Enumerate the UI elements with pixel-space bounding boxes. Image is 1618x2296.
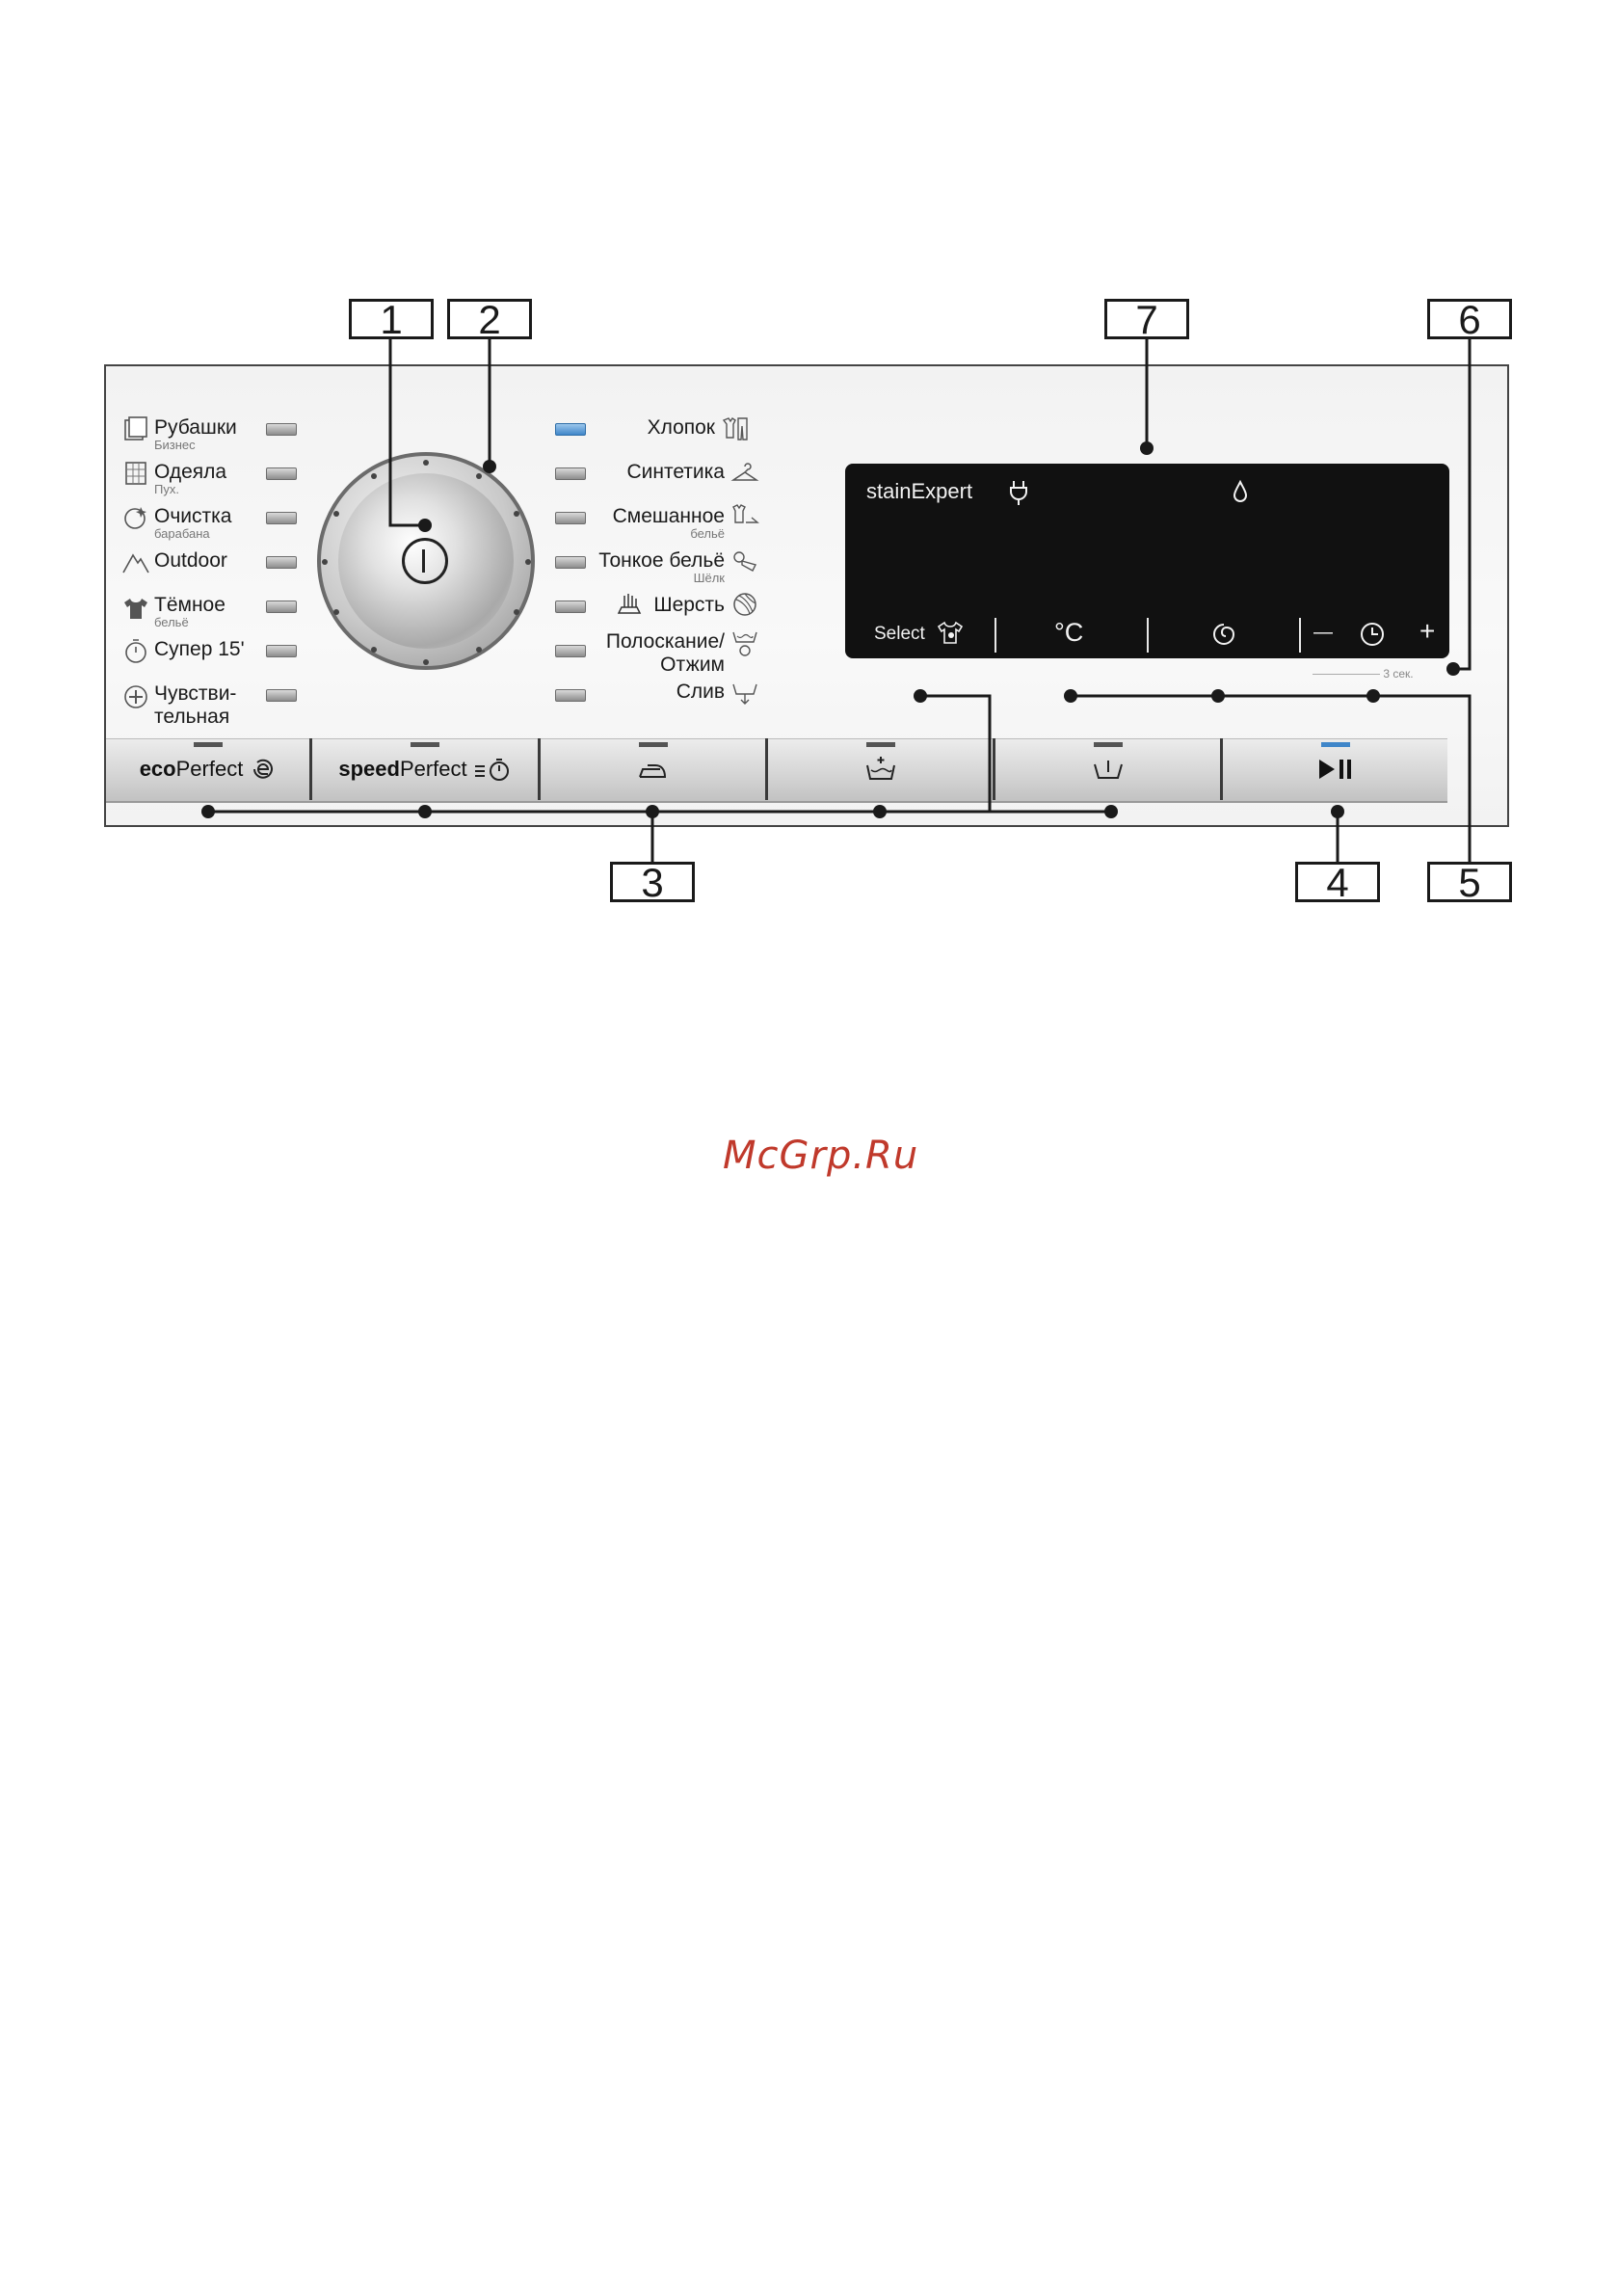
program-label: Хлопок bbox=[647, 416, 715, 439]
plus-button[interactable]: + bbox=[1419, 616, 1436, 646]
program-label: Тонкое бельё bbox=[598, 549, 725, 572]
leader-6 bbox=[1453, 339, 1470, 669]
callout-5: 5 bbox=[1427, 862, 1512, 902]
dot-3b bbox=[418, 805, 432, 818]
dot-2 bbox=[483, 460, 496, 473]
program-label: Синтетика bbox=[626, 461, 725, 483]
program-label: Супер 15' bbox=[154, 638, 245, 660]
display-title: stainExpert bbox=[866, 479, 973, 503]
eco-rest: Perfect bbox=[175, 757, 244, 781]
minus-button[interactable]: — bbox=[1313, 622, 1333, 643]
dot-5c bbox=[1366, 689, 1380, 703]
program-label: Тёмное bbox=[154, 594, 225, 616]
dot-6 bbox=[1446, 662, 1460, 676]
dot-5b bbox=[1211, 689, 1225, 703]
temperature-label[interactable]: °C bbox=[1054, 618, 1084, 647]
hold-hint-label: 3 сек. bbox=[1383, 667, 1414, 681]
program-label: Рубашки bbox=[154, 416, 237, 439]
program-sub: бельё bbox=[154, 615, 189, 629]
callout-3: 3 bbox=[610, 862, 695, 902]
dot-4 bbox=[1331, 805, 1344, 818]
program-sub: Пух. bbox=[154, 482, 179, 496]
speed-rest: Perfect bbox=[399, 757, 467, 781]
program-label-2: Отжим bbox=[660, 654, 725, 676]
program-sub: барабана bbox=[154, 526, 210, 541]
dot-3f bbox=[914, 689, 927, 703]
callout-7: 7 bbox=[1104, 299, 1189, 339]
program-label: Одеяла bbox=[154, 461, 227, 483]
leader-1 bbox=[390, 339, 425, 525]
program-sub: Шёлк bbox=[693, 571, 725, 585]
callout-6: 6 bbox=[1427, 299, 1512, 339]
program-sub: Бизнес bbox=[154, 438, 196, 452]
dot-1 bbox=[418, 519, 432, 532]
program-label: Слив bbox=[676, 681, 725, 703]
select-label[interactable]: Select bbox=[874, 624, 925, 644]
dot-3e bbox=[1104, 805, 1118, 818]
program-sub: бельё bbox=[690, 526, 725, 541]
program-label: Очистка bbox=[154, 505, 232, 527]
program-label-2: тельная bbox=[154, 706, 230, 728]
dot-7 bbox=[1140, 441, 1154, 455]
program-label: Чувстви- bbox=[154, 682, 237, 705]
dot-3c bbox=[646, 805, 659, 818]
callout-2: 2 bbox=[447, 299, 532, 339]
speed-bold: speed bbox=[338, 757, 400, 781]
dot-3d bbox=[873, 805, 887, 818]
eco-bold: eco bbox=[139, 757, 176, 781]
leader-5 bbox=[1071, 696, 1470, 862]
callout-4: 4 bbox=[1295, 862, 1380, 902]
program-label: Шерсть bbox=[653, 594, 725, 616]
dot-5a bbox=[1064, 689, 1077, 703]
program-label: Смешанное bbox=[612, 505, 725, 527]
program-label: Outdoor bbox=[154, 549, 227, 572]
watermark: McGrp.Ru bbox=[723, 1134, 919, 1178]
dot-3a bbox=[201, 805, 215, 818]
callout-1: 1 bbox=[349, 299, 434, 339]
leader-3 bbox=[208, 696, 1111, 862]
program-label: Полоскание/ bbox=[605, 630, 725, 653]
